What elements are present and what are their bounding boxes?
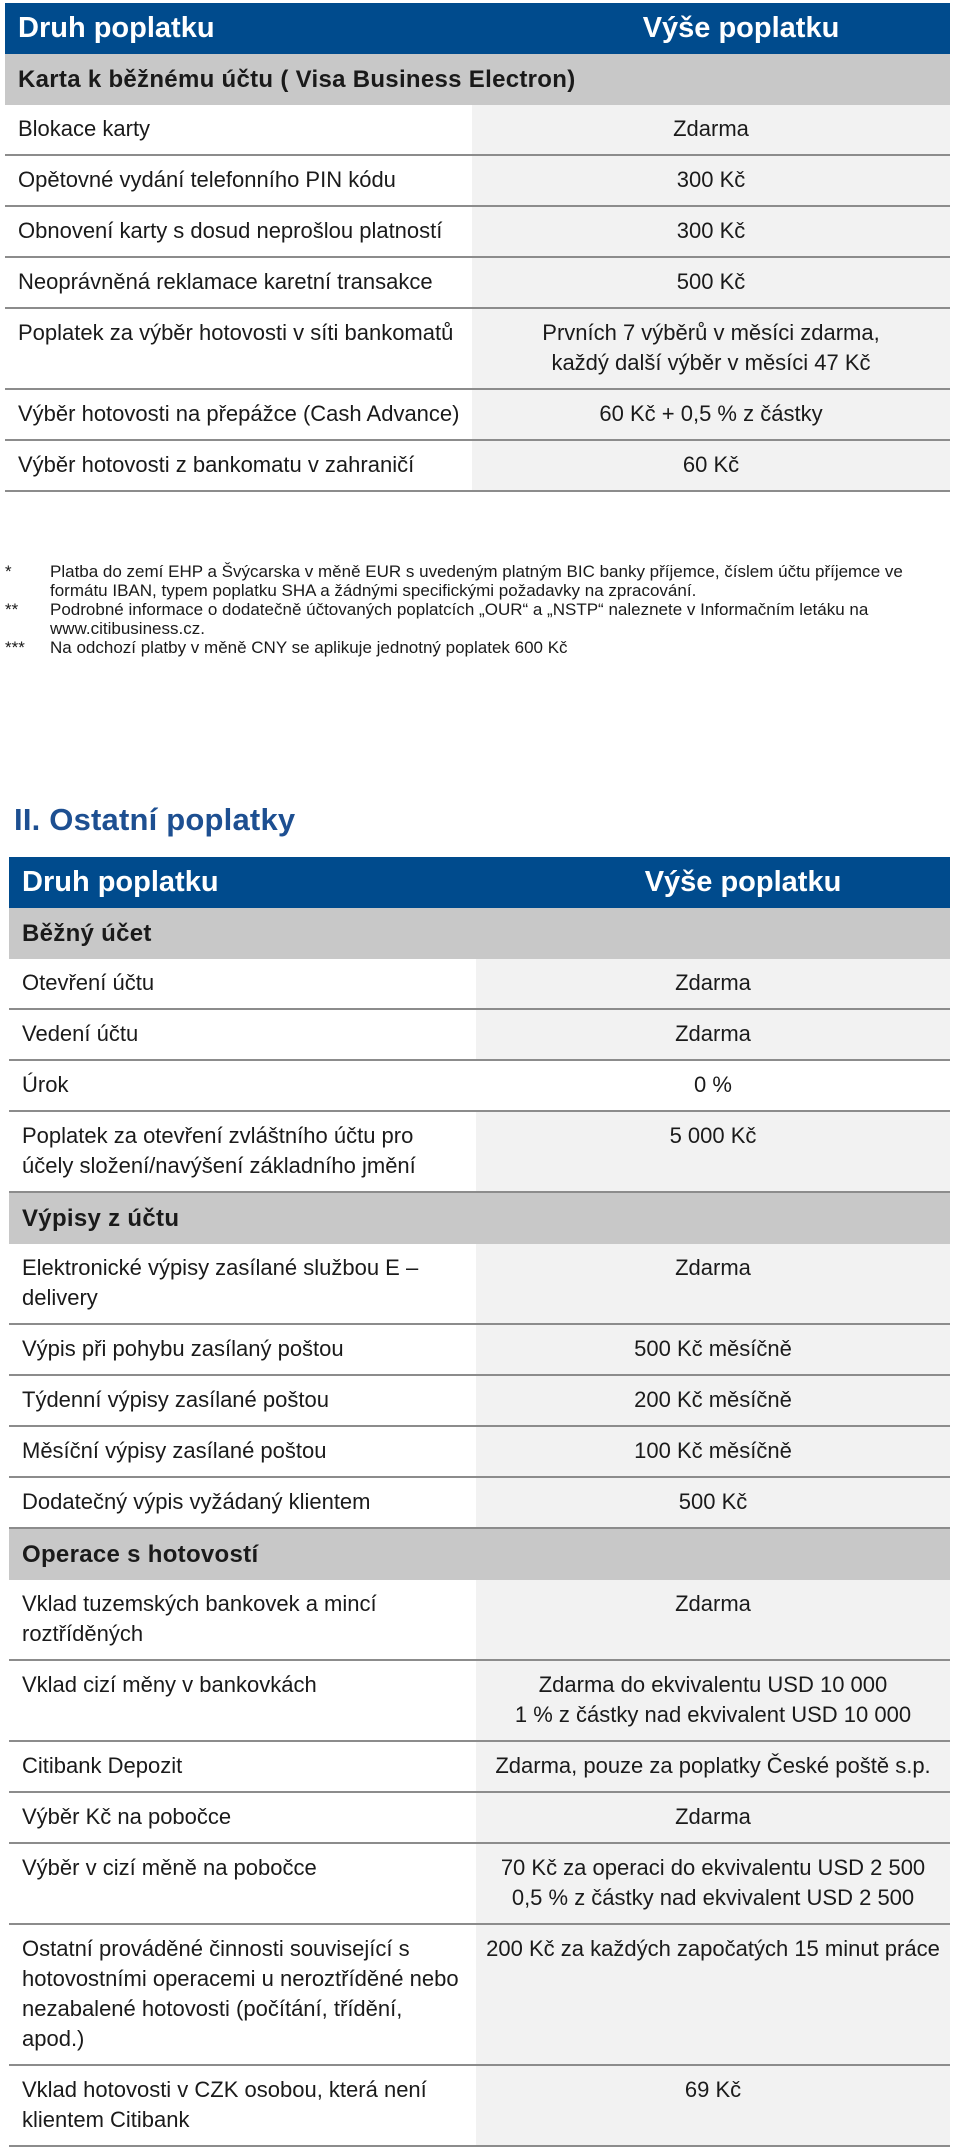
fee-name: Neoprávněná reklamace karetní transakce — [5, 257, 472, 308]
fee-name: Ostatní prováděné činnosti související s hotovostními operacemi u neroztříděné nebo nezabalené hotovosti (počítání, třídění, apod.) — [9, 1924, 476, 2065]
table-row — [9, 1324, 950, 1375]
footnote-marker: * — [5, 562, 12, 581]
fee-name: Výběr Kč na pobočce — [9, 1792, 476, 1843]
fee-amount — [476, 2065, 950, 2146]
fee-amount-line: Zdarma — [675, 1255, 751, 1280]
fee-amount-line: 1 % z částky nad ekvivalent USD 10 000 — [514, 1702, 912, 1727]
fee-amount-line: 300 Kč — [676, 167, 746, 192]
table-row — [9, 959, 950, 1009]
fee-name: Úrok — [9, 1060, 476, 1111]
fee-amount — [476, 1244, 950, 1324]
table-row — [5, 308, 950, 389]
fee-amount-line: Zdarma — [675, 970, 751, 995]
footnote-marker: *** — [5, 638, 25, 657]
fee-name: Týdenní výpisy zasílané poštou — [9, 1375, 476, 1426]
section-header-row — [5, 54, 950, 105]
fee-amount — [472, 206, 950, 257]
footnote-marker: ** — [5, 600, 19, 619]
table-row — [9, 1477, 950, 1528]
fee-amount-line: 0,5 % z částky nad ekvivalent USD 2 500 — [511, 1885, 915, 1910]
table-row — [9, 1060, 950, 1111]
fee-amount — [472, 155, 950, 206]
fee-amount — [476, 1477, 950, 1528]
fee-amount-line: 500 Kč — [678, 1489, 748, 1514]
fee-amount-line: Prvních 7 výběrů v měsíci zdarma, — [542, 320, 880, 345]
footnote-text: Platba do zemí EHP a Švýcarska v měně EUR s uvedeným platným BIC banky příjemce, číslem účtu příjemce ve formátu IBAN, typem poplatku SHA a žádnými specifickými požadavky na zpracování. — [50, 562, 903, 600]
fee-amount — [476, 1741, 950, 1792]
fee-name: Otevření účtu — [9, 959, 476, 1009]
table-header — [5, 3, 950, 54]
fee-amount — [476, 1580, 950, 1660]
table-row — [9, 1426, 950, 1477]
table-row — [9, 1580, 950, 1660]
fee-name: Výběr v cizí měně na pobočce — [9, 1843, 476, 1924]
fee-name: Vklad cizí měny v bankovkách — [9, 1660, 476, 1741]
fee-amount — [476, 1924, 950, 2065]
table-row — [9, 1375, 950, 1426]
fee-name: Vedení účtu — [9, 1009, 476, 1060]
section-header: Výpisy z účtu — [9, 1192, 950, 1244]
section-header-row — [9, 908, 950, 959]
table-row — [9, 1244, 950, 1324]
fee-amount-line: 500 Kč — [676, 269, 746, 294]
fee-amount — [476, 1843, 950, 1924]
fee-amount-line: 200 Kč za každých započatých 15 minut práce — [486, 1936, 940, 1961]
footnote — [5, 600, 940, 638]
table-row — [9, 1741, 950, 1792]
fee-name: Poplatek za otevření zvláštního účtu pro účely složení/navýšení základního jmění — [9, 1111, 476, 1192]
fee-name: Měsíční výpisy zasílané poštou — [9, 1426, 476, 1477]
fee-amount-line: 0 % — [694, 1072, 732, 1097]
footnote-text: Podrobné informace o dodatečně účtovaných poplatcích „OUR“ a „NSTP“ naleznete v Informačním letáku na www.citibusiness.cz. — [50, 600, 869, 638]
fee-name: Obnovení karty s dosud neprošlou platností — [5, 206, 472, 257]
section-header: Karta k běžnému účtu ( Visa Business Electron) — [5, 54, 950, 105]
fee-amount-line: 69 Kč — [684, 2077, 742, 2102]
fee-amount — [476, 1324, 950, 1375]
fee-amount — [476, 1426, 950, 1477]
fee-amount-line: Zdarma — [675, 1804, 751, 1829]
fee-amount-line: Zdarma do ekvivalentu USD 10 000 — [538, 1672, 888, 1697]
header-fee-amount: Výše poplatku — [472, 3, 950, 54]
table-row — [5, 105, 950, 155]
card-fees-table — [5, 3, 950, 492]
fee-amount-line: 300 Kč — [676, 218, 746, 243]
table-row — [5, 440, 950, 491]
fee-name: Poplatek za výběr hotovosti v síti bankomatů — [5, 308, 472, 389]
section-header-row — [9, 1192, 950, 1244]
fee-amount — [476, 1111, 950, 1192]
header-fee-type: Druh poplatku — [5, 3, 472, 54]
footnote-text: Na odchozí platby v měně CNY se aplikuje jednotný poplatek 600 Kč — [50, 638, 568, 657]
fee-amount-line: Zdarma — [675, 1591, 751, 1616]
fee-amount — [476, 1375, 950, 1426]
table-row — [9, 1924, 950, 2065]
fee-amount — [472, 257, 950, 308]
fee-name: Vklad tuzemských bankovek a mincí roztříděných — [9, 1580, 476, 1660]
section-header: Běžný účet — [9, 908, 950, 959]
other-fees-table — [9, 857, 950, 2147]
fee-amount-line: Zdarma — [675, 1021, 751, 1046]
table-row — [5, 206, 950, 257]
fee-name: Elektronické výpisy zasílané službou E –delivery — [9, 1244, 476, 1324]
fee-amount-line: 70 Kč za operaci do ekvivalentu USD 2 500 — [500, 1855, 926, 1880]
fee-name: Výpis při pohybu zasílaný poštou — [9, 1324, 476, 1375]
fee-amount-line: Zdarma — [673, 116, 749, 141]
fee-name: Výběr hotovosti z bankomatu v zahraničí — [5, 440, 472, 491]
table-row — [5, 155, 950, 206]
table-row — [9, 1843, 950, 1924]
fee-name: Výběr hotovosti na přepážce (Cash Advance) — [5, 389, 472, 440]
table-row — [9, 1111, 950, 1192]
table-row — [5, 257, 950, 308]
fee-amount — [476, 1792, 950, 1843]
fee-amount — [472, 389, 950, 440]
fee-amount-line: každý další výběr v měsíci 47 Kč — [551, 350, 871, 375]
fee-amount — [472, 308, 950, 389]
table-row — [9, 2065, 950, 2146]
fee-amount — [472, 105, 950, 155]
fee-amount-line: Zdarma, pouze za poplatky České poště s.p. — [495, 1753, 931, 1778]
fee-amount — [476, 1660, 950, 1741]
table-header — [9, 857, 950, 908]
section-title: II. Ostatní poplatky — [14, 802, 296, 837]
fee-amount-line: 200 Kč měsíčně — [634, 1387, 792, 1412]
fee-amount-line: 5 000 Kč — [669, 1123, 757, 1148]
fee-amount-line: 60 Kč + 0,5 % z částky — [599, 401, 823, 426]
fee-amount — [476, 1060, 950, 1111]
section-header-row — [9, 1528, 950, 1580]
table-row — [9, 1792, 950, 1843]
fee-amount — [476, 959, 950, 1009]
fee-amount — [476, 1009, 950, 1060]
footnotes — [5, 562, 940, 657]
footnote — [5, 638, 940, 657]
fee-name: Dodatečný výpis vyžádaný klientem — [9, 1477, 476, 1528]
fee-name: Citibank Depozit — [9, 1741, 476, 1792]
fee-name: Opětovné vydání telefonního PIN kódu — [5, 155, 472, 206]
header-fee-type: Druh poplatku — [9, 857, 476, 908]
fee-name: Vklad hotovosti v CZK osobou, která není klientem Citibank — [9, 2065, 476, 2146]
fee-amount-line: 500 Kč měsíčně — [634, 1336, 792, 1361]
fee-amount-line: 60 Kč — [682, 452, 740, 477]
table-row — [5, 389, 950, 440]
section-header: Operace s hotovostí — [9, 1528, 950, 1580]
header-fee-amount: Výše poplatku — [476, 857, 950, 908]
fee-amount-line: 100 Kč měsíčně — [634, 1438, 792, 1463]
fee-amount — [472, 440, 950, 491]
fee-name: Blokace karty — [5, 105, 472, 155]
table-row — [9, 1660, 950, 1741]
footnote — [5, 562, 940, 600]
table-row — [9, 1009, 950, 1060]
